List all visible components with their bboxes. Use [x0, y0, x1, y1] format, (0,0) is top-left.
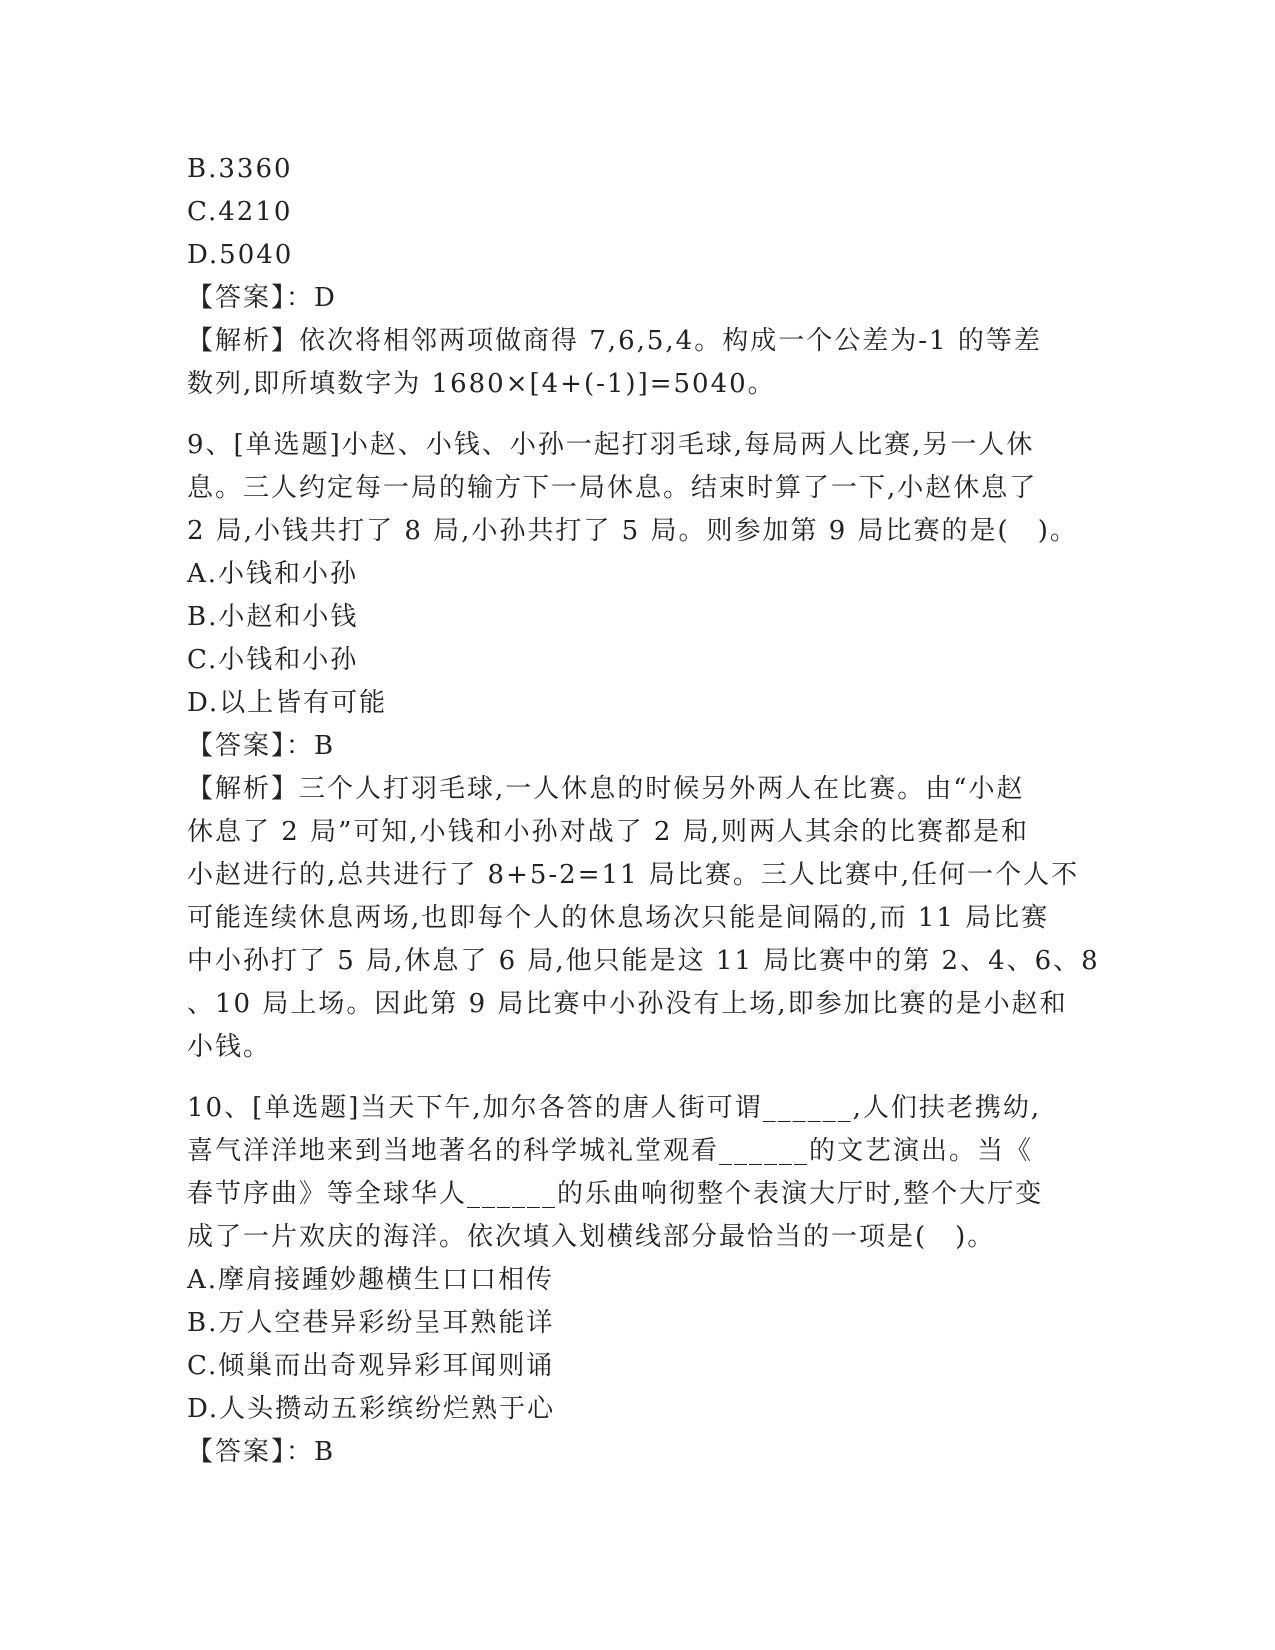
- option-c: C.倾巢而出奇观异彩耳闻则诵: [187, 1351, 555, 1381]
- option-d: D.5040: [187, 240, 294, 270]
- option-d: D.人头攒动五彩缤纷烂熟于心: [187, 1394, 556, 1424]
- option-c: C.小钱和小孙: [187, 645, 359, 675]
- analysis-line: 中小孙打了 5 局,休息了 6 局,他只能是这 11 局比赛中的第 2、4、6、8: [187, 946, 1100, 976]
- section-gap: [187, 406, 1087, 424]
- option-a: A.小钱和小孙: [187, 559, 359, 589]
- analysis-line: 、10 局上场。因此第 9 局比赛中小孙没有上场,即参加比赛的是小赵和: [187, 989, 1068, 1019]
- question-stem-line: 春节序曲》等全球华人______的乐曲响彻整个表演大厅时,整个大厅变: [187, 1179, 1044, 1209]
- question-stem-line: 10、[单选题]当天下午,加尔各答的唐人街可谓______,人们扶老携幼,: [187, 1093, 1042, 1123]
- question-stem-line: 息。三人约定每一局的输方下一局休息。结束时算了一下,小赵休息了: [187, 473, 1038, 503]
- section-gap: [187, 1069, 1087, 1087]
- question-stem-line: 9、[单选题]小赵、小钱、小孙一起打羽毛球,每局两人比赛,另一人休: [187, 430, 1035, 460]
- prev-question: [187, 148, 1087, 406]
- question-10: [187, 1087, 1087, 1474]
- option-c: C.4210: [187, 197, 293, 227]
- option-b: B.小赵和小钱: [187, 602, 359, 632]
- question-stem-line: 2 局,小钱共打了 8 局,小孙共打了 5 局。则参加第 9 局比赛的是( )。: [187, 516, 1078, 546]
- option-b: B.3360: [187, 154, 293, 184]
- analysis-line: 休息了 2 局”可知,小钱和小孙对战了 2 局,则两人其余的比赛都是和: [187, 817, 1029, 847]
- document-content: [187, 148, 1100, 1474]
- answer-line: 【答案】：D: [187, 283, 337, 313]
- answer-line: 【答案】：B: [187, 1437, 336, 1467]
- question-stem-line: 成了一片欢庆的海洋。依次填入划横线部分最恰当的一项是( )。: [187, 1222, 996, 1252]
- analysis-line: 【解析】依次将相邻两项做商得 7,6,5,4。构成一个公差为-1 的等差: [187, 326, 1042, 356]
- analysis-line: 数列,即所填数字为 1680×[4+(-1)]=5040。: [187, 369, 776, 399]
- analysis-line: 可能连续休息两场,也即每个人的休息场次只能是间隔的,而 11 局比赛: [187, 903, 1050, 933]
- analysis-line: 【解析】三个人打羽毛球,一人休息的时候另外两人在比赛。由“小赵: [187, 774, 1025, 804]
- option-a: A.摩肩接踵妙趣横生口口相传: [187, 1265, 555, 1295]
- analysis-line: 小钱。: [187, 1032, 272, 1062]
- question-stem-line: 喜气洋洋地来到当地著名的科学城礼堂观看______的文艺演出。当《: [187, 1136, 1034, 1166]
- option-d: D.以上皆有可能: [187, 688, 388, 718]
- answer-line: 【答案】：B: [187, 731, 336, 761]
- analysis-line: 小赵进行的,总共进行了 8+5-2=11 局比赛。三人比赛中,任何一个人不: [187, 860, 1080, 890]
- question-9: [187, 424, 1100, 1069]
- option-b: B.万人空巷异彩纷呈耳熟能详: [187, 1308, 555, 1338]
